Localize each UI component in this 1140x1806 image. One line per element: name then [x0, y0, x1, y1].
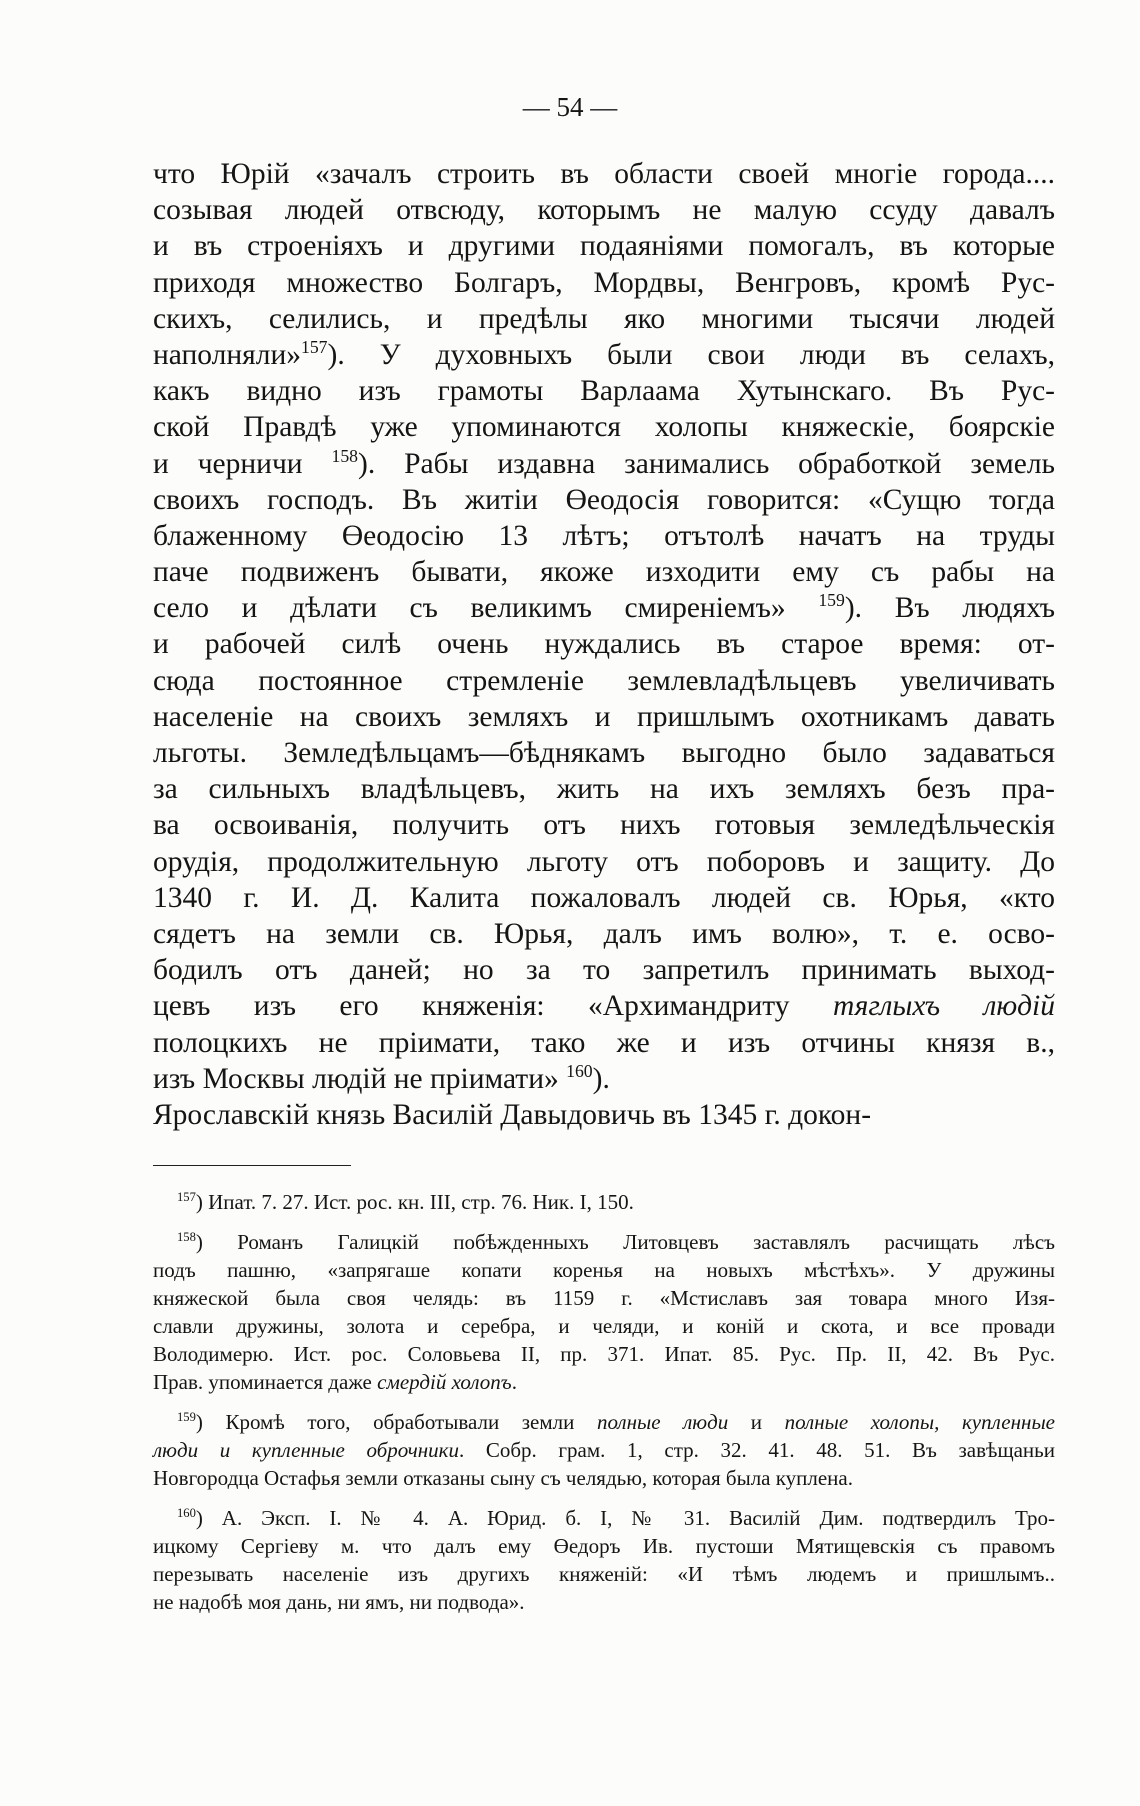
text-run: орудія, продолжительную льготу отъ поборовъ и защиту. До: [153, 845, 1055, 878]
italic-text: тяглыхъ людій: [833, 990, 1055, 1023]
text-run: приходя множество Болгаръ, Мордвы, Венгровъ, кромѣ Рус-: [153, 266, 1055, 299]
footnote-ref: 158: [331, 445, 359, 466]
text-run: какъ видно изъ грамоты Варлаама Хутынскаго. Въ Рус-: [153, 375, 1055, 408]
footnote-divider: [153, 1165, 351, 1166]
footnote-ref: 157: [177, 1190, 196, 1204]
footnote-line: [153, 1588, 1055, 1616]
text-line: [153, 844, 1055, 880]
text-line: [153, 735, 1055, 771]
footnote: [153, 1408, 1055, 1492]
italic-text: полные люди: [596, 1410, 729, 1434]
footnote-ref: 159: [177, 1410, 196, 1424]
text-run: .: [511, 1370, 517, 1394]
text-line: [153, 228, 1055, 264]
text-run: ) Романъ Галицкій побѣжденныхъ Литовцевъ заставлялъ расчищать лѣсъ: [195, 1230, 1055, 1254]
italic-text: люди и купленные оброчники: [153, 1438, 459, 1462]
text-line: [153, 771, 1055, 807]
text-run: созывая людей отвсюду, которымъ не малую ссуду давалъ: [153, 194, 1055, 227]
footnote-line: [153, 1464, 1055, 1492]
text-run: Прав. упоминается даже: [153, 1370, 378, 1394]
footnote: [153, 1188, 1055, 1216]
footnotes: [153, 1188, 1055, 1628]
text-run: ). Въ людяхъ: [844, 592, 1055, 625]
text-run: Ярославскій князь Василій Давыдовичь въ 1345 г. докон-: [153, 1098, 872, 1131]
text-run: ) Ипат. 7. 27. Ист. рос. кн. III, стр. 76. Ник. I, 150.: [195, 1190, 634, 1214]
text-run: село и дѣлати съ великимъ смиреніемъ»: [153, 592, 819, 625]
text-line: [153, 156, 1055, 192]
text-run: и: [728, 1410, 785, 1434]
text-run: ).: [592, 1062, 610, 1095]
text-run: перезывать населеніе изъ другихъ княженій: «И тѣмъ людемъ и пришлымъ..: [153, 1562, 1055, 1586]
footnote-line: [153, 1188, 1055, 1216]
text-run: бодилъ отъ даней; но за то запретилъ принимать выход-: [153, 954, 1055, 987]
text-line: [153, 663, 1055, 699]
text-run: наполняли»: [153, 338, 301, 371]
text-line: [153, 699, 1055, 735]
text-run: цевъ изъ его княженія: «Архимандриту: [153, 990, 833, 1023]
text-line: [153, 880, 1055, 916]
text-run: и въ строеніяхъ и другими подаяніями помогалъ, въ которые: [153, 230, 1055, 263]
text-line: [153, 518, 1055, 554]
footnote-line: [153, 1408, 1055, 1436]
footnote-ref: 157: [300, 337, 328, 358]
footnote-line: [153, 1312, 1055, 1340]
text-line: [153, 301, 1055, 337]
text-run: сюда постоянное стремленіе землевладѣльцевъ увеличивать: [153, 664, 1055, 697]
footnote-line: [153, 1284, 1055, 1312]
footnote-ref: 158: [177, 1230, 196, 1244]
text-line: [153, 807, 1055, 843]
text-line: [153, 192, 1055, 228]
text-line: [153, 988, 1055, 1024]
text-line: [153, 373, 1055, 409]
footnote-ref: 159: [818, 590, 845, 611]
text-run: скихъ, селились, и предѣлы яко многими тысячи людей: [153, 302, 1055, 335]
text-run: полоцкихъ не пріимати, тако же и изъ отчины князя в.,: [153, 1026, 1055, 1059]
text-line: [153, 554, 1055, 590]
text-line: [153, 916, 1055, 952]
footnote-line: [153, 1228, 1055, 1256]
text-line: [153, 265, 1055, 301]
text-run: за сильныхъ владѣльцевъ, жить на ихъ земляхъ безъ пра-: [153, 773, 1055, 806]
footnote-line: [153, 1368, 1055, 1396]
text-run: подъ пашню, «запрягаше копати коренья на новыхъ мѣстѣхъ». У дружины: [153, 1258, 1055, 1282]
text-line: [153, 446, 1055, 482]
text-run: паче подвиженъ бывати, якоже изходити ему съ рабы на: [153, 556, 1055, 589]
footnote: [153, 1504, 1055, 1616]
footnote-line: [153, 1256, 1055, 1284]
text-run: ицкому Сергіеву м. что далъ ему Өедоръ Ив. пустоши Мятищевскія съ правомъ: [153, 1534, 1055, 1558]
text-run: блаженному Өеодосію 13 лѣтъ; отътолѣ начатъ на труды: [153, 519, 1055, 552]
text-run: ). Рабы издавна занимались обработкой земель: [358, 447, 1055, 480]
text-run: сядетъ на земли св. Юрья, далъ имъ волю», т. е. осво-: [153, 917, 1055, 950]
text-run: ) А. Эксп. I. № 4. А. Юрид. б. I, № 31. Василій Дим. подтвердилъ Тро-: [195, 1506, 1055, 1530]
text-run: населеніе на своихъ земляхъ и пришлымъ охотникамъ давать: [153, 700, 1055, 733]
footnote-line: [153, 1504, 1055, 1532]
footnote-line: [153, 1340, 1055, 1368]
text-run: княжеской была своя челядь: въ 1159 г. «Мстиславъ зая товара много Изя-: [153, 1286, 1055, 1310]
text-run: Новгородца Остафья земли отказаны сыну съ челядью, которая была куплена.: [153, 1466, 853, 1490]
text-run: . Собр. грам. 1, стр. 32. 41. 48. 51. Въ завѣщаньи: [458, 1438, 1055, 1462]
footnote-ref: 160: [566, 1060, 593, 1081]
text-run: что Юрій «зачалъ строить въ области своей многіе города....: [153, 158, 1055, 190]
text-line: [153, 1097, 1055, 1133]
page-number: — 54 —: [522, 92, 618, 122]
footnote-line: [153, 1560, 1055, 1588]
text-line: [153, 409, 1055, 445]
text-run: и черничи: [153, 447, 332, 480]
text-line: [153, 952, 1055, 988]
text-run: изъ Москвы людій не пріимати»: [153, 1062, 567, 1095]
footnote: [153, 1228, 1055, 1396]
text-run: 1340 г. И. Д. Калита пожаловалъ людей св. Юрья, «кто: [153, 881, 1055, 914]
text-run: славли дружины, золота и серебра, и челяди, и коній и скота, и все провади: [153, 1314, 1055, 1338]
text-line: [153, 626, 1055, 662]
text-line: [153, 1025, 1055, 1061]
footnote-line: [153, 1532, 1055, 1560]
text-line: [153, 337, 1055, 373]
text-run: не надобѣ моя дань, ни ямъ, ни подвода».: [153, 1590, 525, 1614]
footnote-line: [153, 1436, 1055, 1464]
text-line: [153, 482, 1055, 518]
text-run: Володимерю. Ист. рос. Соловьева II, пр. 371. Ипат. 85. Рус. Пр. II, 42. Въ Рус.: [153, 1342, 1055, 1366]
text-run: ва освоиванія, получить отъ нихъ готовыя земледѣльческія: [153, 809, 1055, 842]
footnote-ref: 160: [177, 1506, 196, 1520]
text-run: своихъ господъ. Въ житіи Өеодосія говорится: «Сущю тогда: [153, 483, 1055, 516]
text-run: и рабочей силѣ очень нуждались въ старое время: от-: [153, 628, 1055, 661]
italic-text: полные холопы, купленные: [784, 1410, 1055, 1434]
text-run: льготы. Земледѣльцамъ—бѣднякамъ выгодно было задаваться: [153, 737, 1055, 769]
main-text: [153, 156, 1055, 1133]
text-run: ). У духовныхъ были свои люди въ селахъ,: [327, 338, 1055, 371]
italic-text: смердій холопъ: [377, 1370, 512, 1394]
text-line: [153, 1061, 1055, 1097]
text-run: ской Правдѣ уже упоминаются холопы княжескіе, боярскіе: [153, 411, 1055, 444]
text-run: ) Кромѣ того, обработывали земли: [195, 1410, 597, 1434]
text-line: [153, 590, 1055, 626]
